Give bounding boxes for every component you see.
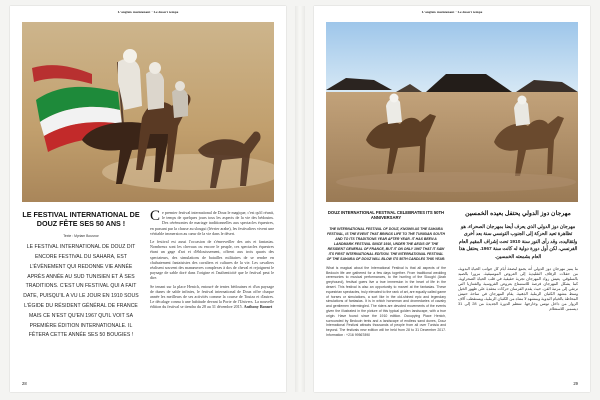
right-page xyxy=(314,6,590,392)
left-title-column xyxy=(22,211,140,346)
article-lead-en: THE INTERNATIONAL FESTIVAL OF DOUZ, KNOWN AS THE SAHARA FESTIVAL, IS THE EVENT THAT BRINGS LIFE TO THE TUNISIAN SOUTH AND TO ITS TRADITIONS YEAR AFTER YEAR. IT HAS BEEN A LANDMARK FESTIVAL SINCE 1910, UNDER THE AEGIS OF THE RESIDENT GENERAL OF FRANCE, BUT IT ON ONLY 1967 THAT IT SAW ITS FIRST INTERNATIONAL EDITION. THE INTERNATIONAL FESTIVAL OF THE SAHARA OF DOUZ WILL BLOW ITS 50TH CANDLES THIS YEAR. xyxy=(326,226,446,261)
article-lead-fr: LE FESTIVAL INTERNATIONAL DE DOUZ DIT ENCORE FESTIVAL DU SAHARA, EST L'ÉVÈNEMENT QUI REDONNE VIE ANNÉE APRÈS ANNÉE AU SUD TUNISIEN ET À SES TRADITIONS. C'EST UN FESTIVAL QUI A FAIT DATE, PUISQU'IL A VU LE JOUR EN 1910 SOUS L'ÉGIDE DU RÉSIDENT GÉNÉRAL DE FRANCE MAIS CE N'EST QU'EN 1967 QU'IL VOIT SA PREMIÈRE ÉDITION INTERNATIONALE. IL FÊTERA CETTE ANNÉE SES 50 BOUGIES ! xyxy=(23,244,139,339)
article-body-fr-p3-text: Se tenant sur la place Henich, entouré de tentes bédouines et d'un paysage de dunes de sable infinies, le festival international de Douz offre chaque année les meilleurs de ses activités comme la course de Touiza et d'autres. Le décalage connu à une habitude devant la Porte de l'Univers. La nouvelle édition du festival se tiendra du 28 au 31 décembre 2015. xyxy=(150,283,274,310)
running-head-right-text: L'anglais maintenant · Le desert tempe xyxy=(421,10,483,14)
festival-photo-horse-riders xyxy=(22,22,274,202)
right-arabic-column xyxy=(458,210,578,311)
running-head-left-text: L'anglais maintenant · Le desert tempe xyxy=(117,10,179,14)
article-title-ar: مهرجان دوز الدولي يحتفل بعيده الخمسين xyxy=(465,210,571,217)
running-head-left xyxy=(10,10,286,14)
article-body-fr-p1 xyxy=(150,210,274,236)
article-byline: Texte : Myriam Bousnor xyxy=(63,234,99,239)
right-english-column xyxy=(326,210,446,338)
dropcap: C xyxy=(150,208,161,224)
article-body-fr-p1-text: e premier festival international de Douz le magique, c'est qu'il réunit, le temps de quelques jours tous les aspects de la vie des bédouins. Des cérémonies de mariage traditionnelles aux spectacles équestres, en passant par la chasse au slougui (lévrier arabe), les festivaliers vivent une véritable immersion au cœur de la vie dans le désert. xyxy=(150,210,274,236)
article-title-en: DOUZ INTERNATIONAL FESTIVAL CELEBRATES ITS 50TH ANNIVERSARY xyxy=(327,210,445,221)
camel-riders-illustration xyxy=(326,22,578,202)
left-page xyxy=(10,6,286,392)
left-body-column xyxy=(150,210,274,313)
page-number-left: 28 xyxy=(22,381,27,386)
article-body-ar: ما يميز مهرجان دوز الدولي أنه يجمع لبضعة أيام كل جوانب الحياة البدوية، من حفلات الزفاف التقليدية إلى العروض الموسيقية، مرورا بالصيد بالسلوقي. يعيش رواد المهرجان تجربة حقيقية في قلب الحياة الصحراوية. كما يشكل المهرجان فرصة للاستمتاع بعروض الفروسية والفنتازيا التي ترتقي إلى مرتبة الفن، حيث يقدم الفرسان حركات معقدة على ظهور الخيل وسط مشهد الكثبان الرملية الذهبية. يقام المهرجان في ساحة حنيش المحاطة بالخيام البدوية وبمشهد لا متناه من الكثبان الرملية، ويستقطب آلاف الزوار من داخل تونس وخارجها. تنتظم الدورة الجديدة من 28 إلى 31 ديسمبر. للاستعلام xyxy=(458,265,578,312)
article-body-fr-p2: Le festival est aussi l'occasion de s'émerveiller des arts et fantasias. Nombreux sont les chevaux ou encore le peuple, ces spectacles équestres étant un gage d'art et d'éblouissement, offrent aux trois quarts des spectateurs, des simulations de batailles militaires de se rendre en chahutement fantaisistes des cavaliers et cultures de la vie. Les cavaliers réalisent souvent des manœuvres complexes à dos de cheval et rejoignent le paysage de sable doré dans l'origine et l'authenticité que le festival peut le dire. xyxy=(150,239,274,281)
horse-riders-illustration xyxy=(22,22,274,202)
running-head-right xyxy=(314,10,590,14)
festival-photo-camel-riders xyxy=(326,22,578,202)
article-title-fr: LE FESTIVAL INTERNATIONAL DE DOUZ FÊTE SES 50 ANS ! xyxy=(22,210,140,228)
book-gutter xyxy=(295,6,305,392)
article-lead-ar: مهرجان دوز الدولي الذي يعرف أيضا بمهرجان الصحراء، هو تظاهرة تعيد الحركة إلى الجنوب التونسي سنة بعد أخرى ولتقاليده، وقد رأى النور سنة 1910 تحت إشراف المقيم العام الفرنسي، لكن أول دورة دولية له كانت سنة 1967. يحتفل هذا العام بشمعته الخمسين. xyxy=(458,224,578,260)
article-body-fr-p3 xyxy=(150,284,274,310)
page-number-right: 29 xyxy=(573,381,578,386)
article-body-en: What is magical about the International Festival is that all aspects of the Bedouin life are gathered for a few days together. From traditional wedding ceremonies to musical performances, to the hunting of the Sloughi (Arab greyhound), festival goers live a true immersion in the heart of life in the desert. This festival is also an opportunity to marvel at the fantasias. These equestrian spectacles, truly elevated to the rank of art, are equally called game of horses or simulations, a sort like in the old-shined epic and legendary simulations of fantasias. It is in which horseman and dromedaries of cavalry and gentlemen intermingled. The riders are devoted movements of the events given the illustrated in the picture of this typical golden landscape, with a true origin. Have found: since the 1910 edition. Occupying Place Henich, surrounded by Bedouin tents and a landscape of endless sand dunes, Douz International Festival attracts thousands of people from all over Tunisia and beyond. The festivals new edition will be held from 28 to 31 December 2017. Information : +216 99567890 xyxy=(326,265,446,337)
article-author: Anthony Bonnet xyxy=(243,304,273,310)
